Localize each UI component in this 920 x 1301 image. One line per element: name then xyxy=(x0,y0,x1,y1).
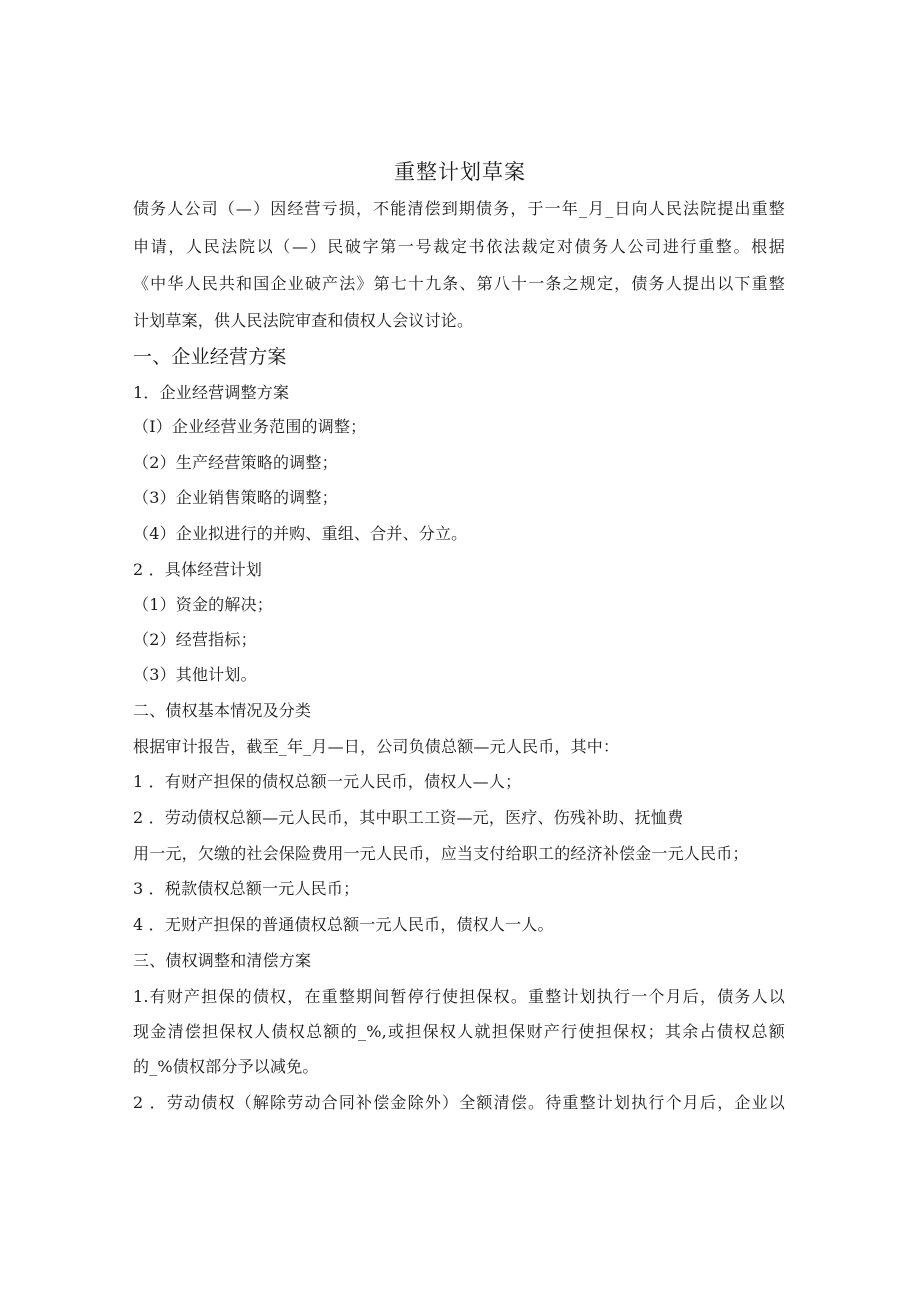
document-title: 重整计划草案 xyxy=(394,160,526,184)
intro-line-3: 《中华人民共和国企业破产法》第七十九条、第八十一条之规定，债务人提出以下重整 xyxy=(133,274,785,293)
section-3-para-2-line-1: 2 ．劳动债权（解除劳动合同补偿金除外）全额清偿。待重整计划执行个月后，企业以 xyxy=(133,1093,785,1112)
section-3-para-1-line-2: 现金清偿担保权人债权总额的_%,或担保权人就担保财产行使担保权；其余占债权总额 xyxy=(133,1022,785,1041)
section-1-sub-2-heading: 2 ．具体经营计划 xyxy=(133,560,263,579)
list-item: （2）生产经营策略的调整； xyxy=(133,453,338,472)
section-2-heading: 二、债权基本情况及分类 xyxy=(133,701,312,720)
section-3-para-1-line-3: 的_%债权部分予以减免。 xyxy=(133,1057,319,1076)
section-2-intro: 根据审计报告，截至_年_月—日，公司负债总额—元人民币，其中： xyxy=(133,737,620,756)
intro-line-4: 计划草案，供人民法院审查和债权人会议讨论。 xyxy=(133,311,474,330)
section-3-heading: 三、债权调整和清偿方案 xyxy=(133,951,312,970)
list-item: （3）其他计划。 xyxy=(133,665,257,684)
list-item: 3 ．税款债权总额一元人民币； xyxy=(133,879,360,898)
list-item: （3）企业销售策略的调整； xyxy=(133,488,338,507)
intro-line-2: 申请，人民法院以（—）民破字第一号裁定书依法裁定对债务人公司进行重整。根据 xyxy=(133,237,785,256)
list-item: 2 ．劳动债权总额—元人民币，其中职工工资—元，医疗、伤残补助、抚恤费 xyxy=(133,808,684,827)
list-item: （1）资金的解决； xyxy=(133,595,273,614)
list-item: （2）经营指标； xyxy=(133,630,257,649)
list-item: 4 ．无财产担保的普通债权总额一元人民币，债权人一人。 xyxy=(133,915,554,934)
section-3-para-1-line-1: 1.有财产担保的债权，在重整期间暂停行使担保权。重整计划执行一个月后，债务人以 xyxy=(133,987,785,1006)
list-item: （I）企业经营业务范围的调整； xyxy=(133,417,367,436)
list-item: 1 ．有财产担保的债权总额一元人民币，债权人—人； xyxy=(133,772,522,791)
list-item: 用一元，欠缴的社会保险费用一元人民币，应当支付给职工的经济补偿金一元人民币； xyxy=(133,844,749,863)
section-1-heading: 一、企业经营方案 xyxy=(133,346,287,368)
intro-line-1: 债务人公司（—）因经营亏损，不能清偿到期债务，于一年_月_日向人民法院提出重整 xyxy=(133,199,785,218)
list-item: （4）企业拟进行的并购、重组、合并、分立。 xyxy=(133,524,468,543)
section-1-sub-1-heading: 1．企业经营调整方案 xyxy=(133,383,290,402)
